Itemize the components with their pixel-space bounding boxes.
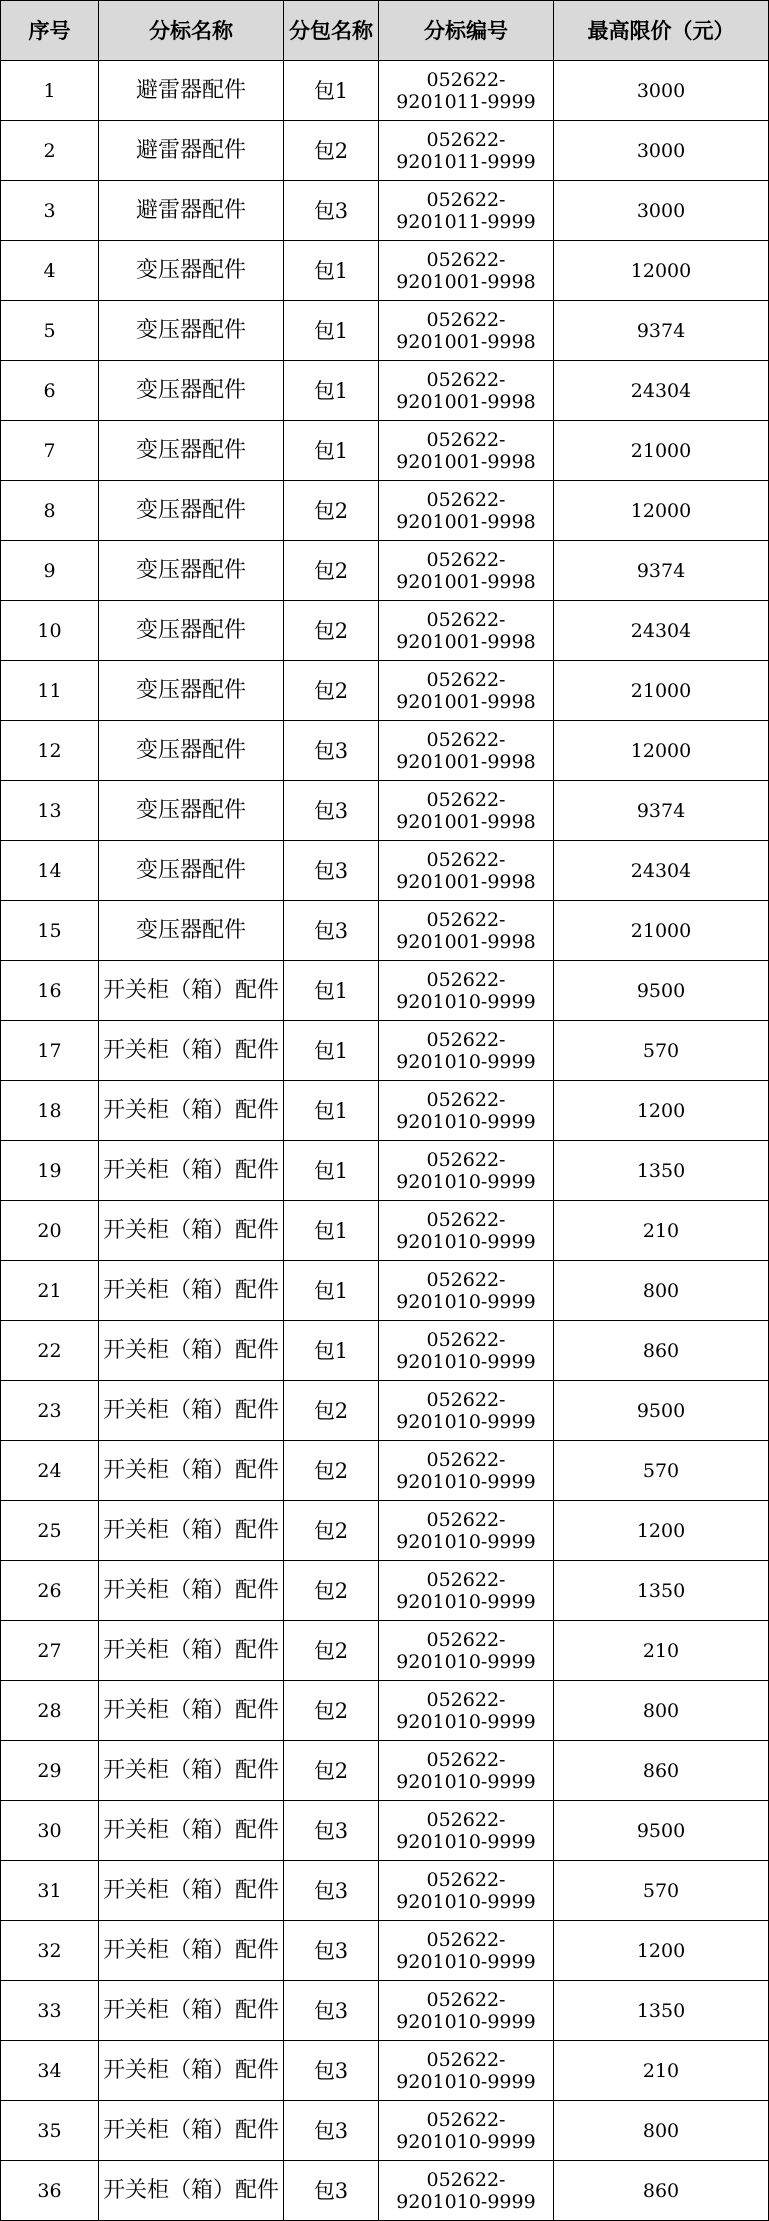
row-number: 20 [1,1201,99,1261]
lot-code-part-1: 052622- [426,608,506,631]
lot-code-part-2: 9201001-9998 [396,630,536,653]
row-number: 17 [1,1021,99,1081]
lot-code [379,1681,554,1741]
lot-name: 开关柜（箱）配件 [99,1321,284,1381]
lot-code [379,1441,554,1501]
lot-code [379,1081,554,1141]
max-price: 860 [554,1741,769,1801]
table-header-row [1,1,769,61]
lot-code-part-1: 052622- [426,1928,506,1951]
lot-code-part-1: 052622- [426,788,506,811]
row-number: 23 [1,1381,99,1441]
lot-code-part-1: 052622- [426,1568,506,1591]
lot-code-part-2: 9201001-9998 [396,690,536,713]
max-price: 21000 [554,901,769,961]
lot-name: 变压器配件 [99,421,284,481]
table-row [1,1621,769,1681]
lot-code-part-1: 052622- [426,1148,506,1171]
lot-code-part-2: 9201001-9998 [396,810,536,833]
lot-code-part-2: 9201010-9999 [396,2130,536,2153]
table-row [1,1381,769,1441]
lot-code [379,961,554,1021]
lot-code-part-1: 052622- [426,1448,506,1471]
lot-code [379,1861,554,1921]
package-name: 包3 [284,2041,379,2101]
row-number: 35 [1,2101,99,2161]
header-no: 序号 [1,1,99,61]
lot-name: 开关柜（箱）配件 [99,1021,284,1081]
lot-code-part-2: 9201010-9999 [396,1770,536,1793]
lot-code-part-1: 052622- [426,728,506,751]
lot-code [379,241,554,301]
package-name: 包3 [284,1861,379,1921]
package-name: 包1 [284,61,379,121]
lot-name: 变压器配件 [99,481,284,541]
lot-code-part-1: 052622- [426,428,506,451]
max-price: 860 [554,1321,769,1381]
lot-code-part-2: 9201010-9999 [396,1050,536,1073]
lot-code-part-1: 052622- [426,248,506,271]
header-price: 最高限价（元） [554,1,769,61]
max-price: 1200 [554,1081,769,1141]
lot-code-part-1: 052622- [426,848,506,871]
table-row [1,601,769,661]
row-number: 3 [1,181,99,241]
max-price: 24304 [554,361,769,421]
max-price: 9374 [554,541,769,601]
row-number: 31 [1,1861,99,1921]
lot-name: 避雷器配件 [99,121,284,181]
max-price: 800 [554,1681,769,1741]
row-number: 14 [1,841,99,901]
lot-code-part-2: 9201010-9999 [396,1170,536,1193]
lot-code [379,1561,554,1621]
package-name: 包3 [284,1921,379,1981]
lot-code-part-1: 052622- [426,1988,506,2011]
table-row [1,481,769,541]
package-name: 包1 [284,361,379,421]
row-number: 12 [1,721,99,781]
package-name: 包2 [284,1501,379,1561]
table-row [1,241,769,301]
max-price: 24304 [554,841,769,901]
lot-code [379,181,554,241]
row-number: 9 [1,541,99,601]
lot-code [379,901,554,961]
lot-code-part-1: 052622- [426,968,506,991]
lot-code-part-1: 052622- [426,548,506,571]
lot-code-part-2: 9201001-9998 [396,750,536,773]
package-name: 包1 [284,1201,379,1261]
lot-code-part-2: 9201010-9999 [396,1710,536,1733]
lot-code-part-2: 9201010-9999 [396,1290,536,1313]
lot-name: 变压器配件 [99,901,284,961]
max-price: 9500 [554,961,769,1021]
lot-name: 变压器配件 [99,781,284,841]
lot-code [379,61,554,121]
max-price: 570 [554,1441,769,1501]
lot-code [379,601,554,661]
table-row [1,1861,769,1921]
table-row [1,1021,769,1081]
lot-code [379,361,554,421]
lot-name: 变压器配件 [99,841,284,901]
lot-code-part-2: 9201001-9998 [396,270,536,293]
lot-code-part-1: 052622- [426,2048,506,2071]
row-number: 30 [1,1801,99,1861]
lot-code-part-2: 9201001-9998 [396,450,536,473]
package-name: 包3 [284,841,379,901]
row-number: 24 [1,1441,99,1501]
lot-name: 开关柜（箱）配件 [99,2161,284,2221]
table-body [1,61,769,2221]
lot-name: 开关柜（箱）配件 [99,1801,284,1861]
table-row [1,1981,769,2041]
max-price: 800 [554,1261,769,1321]
row-number: 18 [1,1081,99,1141]
table-row [1,2101,769,2161]
table-row [1,61,769,121]
lot-code [379,1201,554,1261]
lot-code [379,301,554,361]
lot-code-part-2: 9201010-9999 [396,1410,536,1433]
lot-code-part-1: 052622- [426,488,506,511]
row-number: 33 [1,1981,99,2041]
max-price: 800 [554,2101,769,2161]
row-number: 10 [1,601,99,661]
row-number: 32 [1,1921,99,1981]
lot-name: 开关柜（箱）配件 [99,1621,284,1681]
row-number: 28 [1,1681,99,1741]
max-price: 21000 [554,661,769,721]
package-name: 包3 [284,1981,379,2041]
lot-code-part-2: 9201001-9998 [396,390,536,413]
lot-code-part-2: 9201010-9999 [396,1350,536,1373]
table-row [1,181,769,241]
max-price: 860 [554,2161,769,2221]
lot-name: 开关柜（箱）配件 [99,1261,284,1321]
package-name: 包2 [284,541,379,601]
table-row [1,661,769,721]
table-row [1,541,769,601]
package-name: 包3 [284,181,379,241]
lot-name: 开关柜（箱）配件 [99,1561,284,1621]
lot-code [379,1321,554,1381]
lot-code [379,421,554,481]
max-price: 1350 [554,1561,769,1621]
lot-code-part-1: 052622- [426,2168,506,2191]
package-name: 包2 [284,1561,379,1621]
lot-code-part-2: 9201010-9999 [396,1530,536,1553]
lot-name: 开关柜（箱）配件 [99,1081,284,1141]
lot-code [379,1021,554,1081]
max-price: 3000 [554,181,769,241]
lot-code-part-1: 052622- [426,188,506,211]
package-name: 包2 [284,121,379,181]
row-number: 6 [1,361,99,421]
lot-code-part-2: 9201011-9999 [396,210,536,233]
row-number: 22 [1,1321,99,1381]
lot-code-part-2: 9201010-9999 [396,1590,536,1613]
lot-code [379,661,554,721]
lot-code-part-2: 9201011-9999 [396,90,536,113]
lot-code-part-2: 9201011-9999 [396,150,536,173]
lot-code [379,2161,554,2221]
lot-code-part-2: 9201010-9999 [396,2190,536,2213]
package-name: 包1 [284,1261,379,1321]
lot-code [379,1921,554,1981]
header-name: 分标名称 [99,1,284,61]
max-price: 1350 [554,1981,769,2041]
row-number: 29 [1,1741,99,1801]
lot-code-part-2: 9201010-9999 [396,990,536,1013]
row-number: 36 [1,2161,99,2221]
package-name: 包1 [284,1081,379,1141]
max-price: 1350 [554,1141,769,1201]
row-number: 19 [1,1141,99,1201]
table-row [1,1141,769,1201]
max-price: 12000 [554,241,769,301]
lot-name: 开关柜（箱）配件 [99,1921,284,1981]
max-price: 12000 [554,481,769,541]
max-price: 1200 [554,1921,769,1981]
lot-code-part-2: 9201001-9998 [396,570,536,593]
lot-code [379,1621,554,1681]
max-price: 12000 [554,721,769,781]
package-name: 包2 [284,481,379,541]
lot-name: 开关柜（箱）配件 [99,1861,284,1921]
max-price: 1200 [554,1501,769,1561]
lot-code-part-1: 052622- [426,1628,506,1651]
lot-code [379,1981,554,2041]
table-row [1,1681,769,1741]
package-name: 包2 [284,1621,379,1681]
lot-code-part-1: 052622- [426,1808,506,1831]
header-package: 分包名称 [284,1,379,61]
package-name: 包2 [284,1381,379,1441]
max-price: 570 [554,1021,769,1081]
row-number: 11 [1,661,99,721]
lot-code-part-2: 9201001-9998 [396,510,536,533]
lot-name: 开关柜（箱）配件 [99,1441,284,1501]
lot-code [379,721,554,781]
lot-code-part-2: 9201001-9998 [396,330,536,353]
lot-code [379,1501,554,1561]
table-row [1,1921,769,1981]
row-number: 1 [1,61,99,121]
lot-code [379,1741,554,1801]
package-name: 包2 [284,1681,379,1741]
lot-code-part-1: 052622- [426,128,506,151]
lot-name: 开关柜（箱）配件 [99,2041,284,2101]
package-name: 包3 [284,2101,379,2161]
lot-code-part-2: 9201010-9999 [396,1890,536,1913]
package-name: 包3 [284,721,379,781]
row-number: 7 [1,421,99,481]
package-name: 包2 [284,1441,379,1501]
package-name: 包1 [284,1021,379,1081]
max-price: 9500 [554,1381,769,1441]
max-price: 210 [554,2041,769,2101]
max-price: 21000 [554,421,769,481]
max-price: 570 [554,1861,769,1921]
table-row [1,901,769,961]
lot-name: 开关柜（箱）配件 [99,1141,284,1201]
max-price: 210 [554,1201,769,1261]
package-name: 包3 [284,2161,379,2221]
lot-code [379,1801,554,1861]
lot-code-part-2: 9201001-9998 [396,870,536,893]
lot-code-part-1: 052622- [426,1328,506,1351]
row-number: 25 [1,1501,99,1561]
row-number: 21 [1,1261,99,1321]
package-name: 包1 [284,301,379,361]
table-row [1,1441,769,1501]
lot-code [379,1381,554,1441]
table-row [1,121,769,181]
lot-name: 开关柜（箱）配件 [99,1501,284,1561]
package-name: 包1 [284,241,379,301]
row-number: 27 [1,1621,99,1681]
lot-code-part-1: 052622- [426,2108,506,2131]
package-name: 包2 [284,1741,379,1801]
table-row [1,2041,769,2101]
lot-code [379,121,554,181]
lot-code-part-1: 052622- [426,1388,506,1411]
package-name: 包1 [284,1321,379,1381]
lot-name: 开关柜（箱）配件 [99,961,284,1021]
table-row [1,1201,769,1261]
row-number: 16 [1,961,99,1021]
lot-code-part-2: 9201010-9999 [396,1230,536,1253]
table-row [1,1801,769,1861]
table-row [1,421,769,481]
table-row [1,1081,769,1141]
row-number: 5 [1,301,99,361]
lot-code-part-2: 9201010-9999 [396,1470,536,1493]
lot-code-part-1: 052622- [426,1268,506,1291]
lot-code-part-1: 052622- [426,1748,506,1771]
lot-name: 变压器配件 [99,661,284,721]
lot-code-part-1: 052622- [426,1208,506,1231]
table-row [1,1741,769,1801]
lot-name: 变压器配件 [99,721,284,781]
lot-code-part-1: 052622- [426,1508,506,1531]
lot-code-part-2: 9201010-9999 [396,2070,536,2093]
table-row [1,1501,769,1561]
lot-name: 变压器配件 [99,241,284,301]
lot-name: 开关柜（箱）配件 [99,1381,284,1441]
lot-code-part-1: 052622- [426,908,506,931]
table-row [1,1321,769,1381]
lot-name: 开关柜（箱）配件 [99,1741,284,1801]
lot-name: 变压器配件 [99,361,284,421]
max-price: 9374 [554,301,769,361]
table-row [1,1561,769,1621]
row-number: 26 [1,1561,99,1621]
table-row [1,721,769,781]
lot-code-part-2: 9201001-9998 [396,930,536,953]
lot-code [379,1141,554,1201]
package-name: 包1 [284,961,379,1021]
lot-name: 变压器配件 [99,301,284,361]
lot-code-part-2: 9201010-9999 [396,2010,536,2033]
lot-code-part-1: 052622- [426,668,506,691]
table-row [1,2161,769,2221]
package-name: 包2 [284,601,379,661]
max-price: 3000 [554,61,769,121]
lot-code-part-1: 052622- [426,368,506,391]
max-price: 210 [554,1621,769,1681]
table-row [1,1261,769,1321]
package-name: 包3 [284,1801,379,1861]
lot-code-part-2: 9201010-9999 [396,1950,536,1973]
lot-code [379,541,554,601]
lot-code-part-1: 052622- [426,1028,506,1051]
lot-code [379,481,554,541]
lot-code-part-2: 9201010-9999 [396,1830,536,1853]
lot-name: 变压器配件 [99,601,284,661]
max-price: 3000 [554,121,769,181]
lot-code [379,1261,554,1321]
row-number: 13 [1,781,99,841]
header-code: 分标编号 [379,1,554,61]
package-name: 包3 [284,901,379,961]
package-name: 包3 [284,781,379,841]
lot-name: 开关柜（箱）配件 [99,1681,284,1741]
max-price: 24304 [554,601,769,661]
lot-name: 开关柜（箱）配件 [99,1201,284,1261]
lot-code-part-1: 052622- [426,68,506,91]
row-number: 8 [1,481,99,541]
lot-code-part-2: 9201010-9999 [396,1650,536,1673]
row-number: 2 [1,121,99,181]
max-price: 9500 [554,1801,769,1861]
lot-code [379,781,554,841]
lot-name: 开关柜（箱）配件 [99,2101,284,2161]
row-number: 15 [1,901,99,961]
package-name: 包2 [284,661,379,721]
lot-code-part-1: 052622- [426,1688,506,1711]
lot-code-part-2: 9201010-9999 [396,1110,536,1133]
lot-name: 避雷器配件 [99,181,284,241]
lot-code [379,2101,554,2161]
row-number: 34 [1,2041,99,2101]
lot-name: 变压器配件 [99,541,284,601]
lot-code [379,2041,554,2101]
table-row [1,301,769,361]
package-name: 包1 [284,421,379,481]
row-number: 4 [1,241,99,301]
max-price: 9374 [554,781,769,841]
lot-code-part-1: 052622- [426,308,506,331]
table-row [1,961,769,1021]
lot-name: 开关柜（箱）配件 [99,1981,284,2041]
lot-code-part-1: 052622- [426,1868,506,1891]
table-row [1,781,769,841]
table-row [1,841,769,901]
lot-code-part-1: 052622- [426,1088,506,1111]
package-name: 包1 [284,1141,379,1201]
lot-code [379,841,554,901]
table-row [1,361,769,421]
lot-name: 避雷器配件 [99,61,284,121]
